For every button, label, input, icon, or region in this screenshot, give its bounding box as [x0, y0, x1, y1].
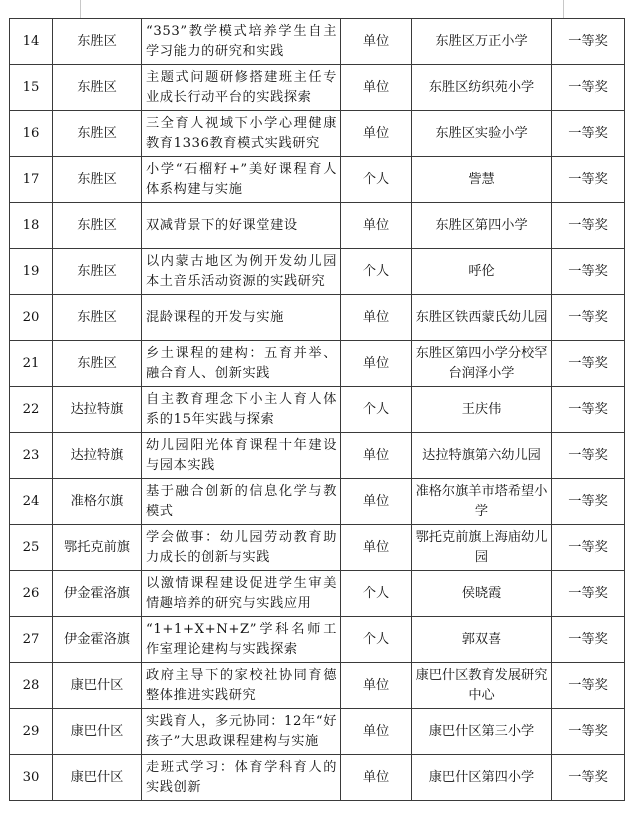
ruler-tick [563, 0, 564, 18]
cell-region: 东胜区 [53, 157, 142, 203]
cell-number: 24 [10, 479, 53, 525]
table-row [10, 617, 625, 663]
cell-number: 15 [10, 65, 53, 111]
cell-unit: 东胜区第四小学分校罕台润泽小学 [412, 341, 552, 387]
cell-unit: 东胜区第四小学 [412, 203, 552, 249]
cell-title: 乡土课程的建构：五育并举、融合育人、创新实践 [142, 341, 341, 387]
cell-unit: 东胜区万正小学 [412, 19, 552, 65]
table-row [10, 341, 625, 387]
cell-region: 伊金霍洛旗 [53, 571, 142, 617]
cell-award: 一等奖 [552, 111, 625, 157]
cell-region: 达拉特旗 [53, 433, 142, 479]
cell-title: “1+1+X+N+Z”学科名师工作室理论建构与实践探索 [142, 617, 341, 663]
cell-region: 东胜区 [53, 65, 142, 111]
cell-unit: 訾慧 [412, 157, 552, 203]
table-row [10, 663, 625, 709]
cell-region: 康巴什区 [53, 663, 142, 709]
cell-title: 基于融合创新的信息化学与教模式 [142, 479, 341, 525]
cell-type: 单位 [341, 295, 412, 341]
cell-region: 准格尔旗 [53, 479, 142, 525]
cell-unit: 准格尔旗羊市塔希望小学 [412, 479, 552, 525]
cell-region: 东胜区 [53, 249, 142, 295]
cell-type: 单位 [341, 111, 412, 157]
cell-unit: 鄂托克前旗上海庙幼儿园 [412, 525, 552, 571]
ruler-tick [80, 0, 81, 18]
cell-unit: 郭双喜 [412, 617, 552, 663]
cell-type: 单位 [341, 203, 412, 249]
cell-title: 小学“石榴籽+”美好课程育人体系构建与实施 [142, 157, 341, 203]
cell-region: 东胜区 [53, 19, 142, 65]
cell-unit: 呼伦 [412, 249, 552, 295]
cell-title: 主题式问题研修搭建班主任专业成长行动平台的实践探索 [142, 65, 341, 111]
cell-type: 单位 [341, 433, 412, 479]
table-row [10, 157, 625, 203]
cell-number: 28 [10, 663, 53, 709]
cell-type: 单位 [341, 341, 412, 387]
cell-number: 20 [10, 295, 53, 341]
table-row [10, 433, 625, 479]
cell-number: 27 [10, 617, 53, 663]
cell-region: 东胜区 [53, 295, 142, 341]
cell-unit: 康巴什区第三小学 [412, 709, 552, 755]
cell-title: 混龄课程的开发与实施 [142, 295, 341, 341]
cell-title: 学会做事：幼儿园劳动教育助力成长的创新与实践 [142, 525, 341, 571]
cell-region: 康巴什区 [53, 709, 142, 755]
awards-table [9, 18, 625, 801]
table-row [10, 525, 625, 571]
cell-title: 走班式学习：体育学科育人的实践创新 [142, 755, 341, 801]
table-row [10, 203, 625, 249]
cell-region: 东胜区 [53, 341, 142, 387]
cell-type: 个人 [341, 157, 412, 203]
cell-type: 单位 [341, 479, 412, 525]
cell-unit: 康巴什区第四小学 [412, 755, 552, 801]
cell-award: 一等奖 [552, 755, 625, 801]
cell-type: 个人 [341, 249, 412, 295]
cell-title: 双减背景下的好课堂建设 [142, 203, 341, 249]
cell-title: 以激情课程建设促进学生审美情趣培养的研究与实践应用 [142, 571, 341, 617]
cell-award: 一等奖 [552, 709, 625, 755]
cell-type: 个人 [341, 571, 412, 617]
cell-award: 一等奖 [552, 479, 625, 525]
cell-type: 单位 [341, 755, 412, 801]
cell-number: 26 [10, 571, 53, 617]
cell-award: 一等奖 [552, 65, 625, 111]
cell-award: 一等奖 [552, 525, 625, 571]
cell-type: 单位 [341, 709, 412, 755]
cell-title: “353”教学模式培养学生自主学习能力的研究和实践 [142, 19, 341, 65]
cell-region: 东胜区 [53, 203, 142, 249]
cell-number: 14 [10, 19, 53, 65]
table-row [10, 571, 625, 617]
table-row [10, 387, 625, 433]
cell-number: 25 [10, 525, 53, 571]
cell-award: 一等奖 [552, 617, 625, 663]
cell-type: 单位 [341, 19, 412, 65]
cell-award: 一等奖 [552, 157, 625, 203]
cell-region: 鄂托克前旗 [53, 525, 142, 571]
cell-title: 幼儿园阳光体育课程十年建设与园本实践 [142, 433, 341, 479]
cell-region: 达拉特旗 [53, 387, 142, 433]
table-row [10, 709, 625, 755]
cell-unit: 东胜区铁西蒙氏幼儿园 [412, 295, 552, 341]
cell-unit: 东胜区纺织苑小学 [412, 65, 552, 111]
table-row [10, 65, 625, 111]
cell-title: 三全育人视域下小学心理健康教育1336教育模式实践研究 [142, 111, 341, 157]
cell-number: 23 [10, 433, 53, 479]
cell-type: 单位 [341, 525, 412, 571]
cell-title: 自主教育理念下小主人育人体系的15年实践与探索 [142, 387, 341, 433]
cell-number: 22 [10, 387, 53, 433]
table-row [10, 295, 625, 341]
table-row [10, 479, 625, 525]
cell-award: 一等奖 [552, 203, 625, 249]
cell-award: 一等奖 [552, 19, 625, 65]
cell-unit: 达拉特旗第六幼儿园 [412, 433, 552, 479]
cell-title: 实践育人，多元协同：12年“好孩子”大思政课程建构与实施 [142, 709, 341, 755]
table-row [10, 19, 625, 65]
cell-number: 29 [10, 709, 53, 755]
cell-title: 以内蒙古地区为例开发幼儿园本土音乐活动资源的实践研究 [142, 249, 341, 295]
cell-type: 单位 [341, 65, 412, 111]
cell-region: 康巴什区 [53, 755, 142, 801]
cell-number: 17 [10, 157, 53, 203]
cell-award: 一等奖 [552, 341, 625, 387]
cell-region: 东胜区 [53, 111, 142, 157]
cell-number: 16 [10, 111, 53, 157]
cell-award: 一等奖 [552, 433, 625, 479]
cell-region: 伊金霍洛旗 [53, 617, 142, 663]
cell-unit: 康巴什区教育发展研究中心 [412, 663, 552, 709]
table-row [10, 249, 625, 295]
cell-award: 一等奖 [552, 249, 625, 295]
cell-number: 19 [10, 249, 53, 295]
cell-award: 一等奖 [552, 663, 625, 709]
cell-number: 21 [10, 341, 53, 387]
cell-unit: 王庆伟 [412, 387, 552, 433]
cell-award: 一等奖 [552, 387, 625, 433]
cell-unit: 侯晓霞 [412, 571, 552, 617]
cell-type: 个人 [341, 617, 412, 663]
cell-award: 一等奖 [552, 295, 625, 341]
cell-award: 一等奖 [552, 571, 625, 617]
cell-unit: 东胜区实验小学 [412, 111, 552, 157]
cell-number: 18 [10, 203, 53, 249]
cell-number: 30 [10, 755, 53, 801]
cell-type: 单位 [341, 663, 412, 709]
table-row [10, 755, 625, 801]
cell-title: 政府主导下的家校社协同育德整体推进实践研究 [142, 663, 341, 709]
table-row [10, 111, 625, 157]
cell-type: 个人 [341, 387, 412, 433]
